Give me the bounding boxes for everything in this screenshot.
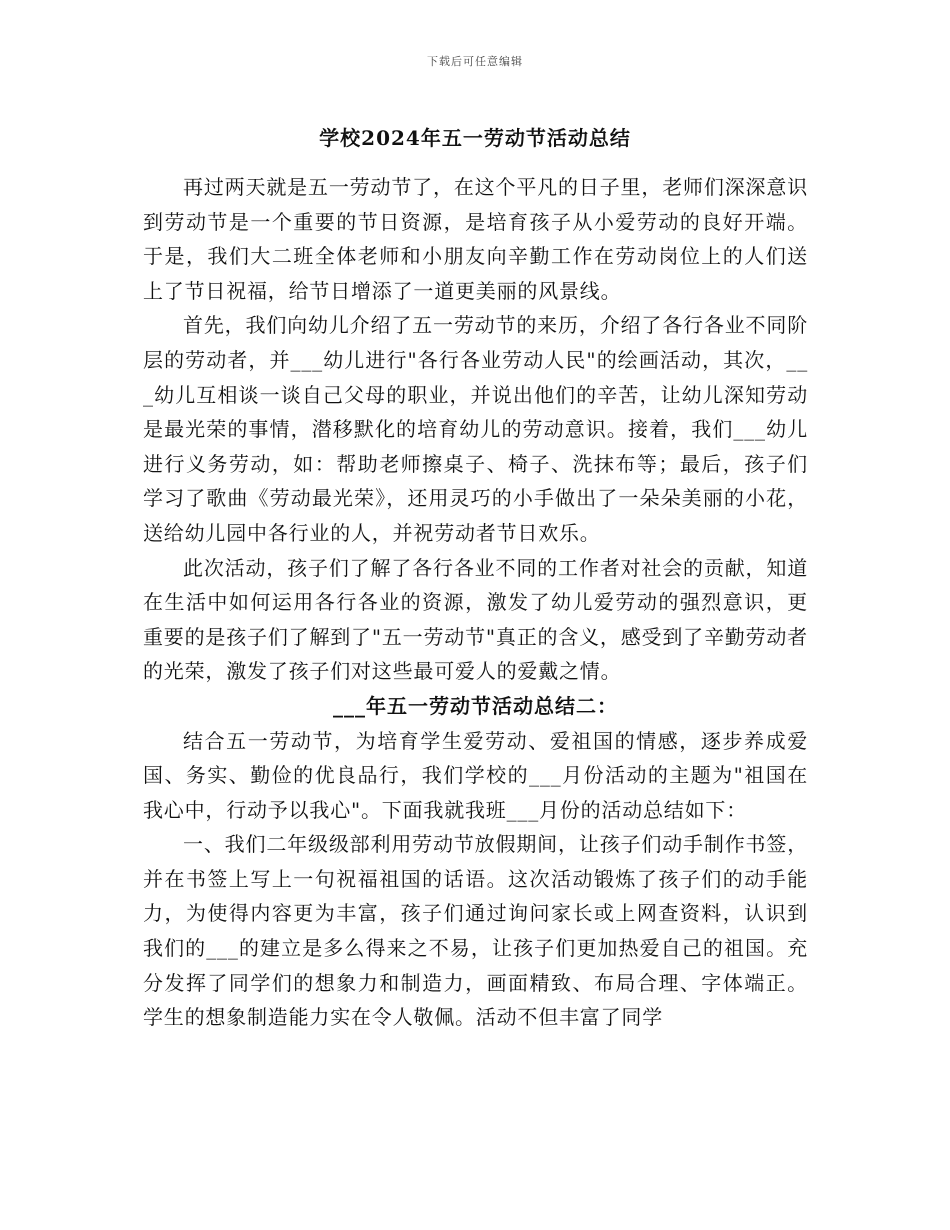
document-title: 学校2024年五一劳动节活动总结 — [319, 126, 631, 150]
paragraph-section2-intro: 结合五一劳动节，为培育学生爱劳动、爱祖国的情感，逐步养成爱国、务实、勤俭的优良品行，我们学校的___月份活动的主题为"祖国在我心中，行动予以我心"。下面我就我班___月份的活动总结如下： — [143, 728, 808, 822]
page-header-note: 下载后可任意编辑 — [427, 55, 523, 68]
paragraph-section2-item1: 一、我们二年级级部利用劳动节放假期间，让孩子们动手制作书签，并在书签上写上一句祝福祖国的话语。这次活动锻炼了孩子们的动手能力，为使得内容更为丰富，孩子们通过询问家长或上网查资料，认识到我们的___的建立是多么得来之不易，让孩子们更加热爱自己的祖国。充分发挥了同学们的想象力和制造力，画面精致、布局合理、字体端正。学生的想象制造能力实在令人敬佩。活动不但丰富了同学 — [143, 832, 808, 1030]
paragraph-outcome: 此次活动，孩子们了解了各行各业不同的工作者对社会的贡献，知道在生活中如何运用各行各业的资源，激发了幼儿爱劳动的强烈意识，更重要的是孩子们了解到了"五一劳动节"真正的含义，感受到了辛勤劳动者的光荣，激发了孩子们对这些最可爱人的爱戴之情。 — [143, 555, 808, 684]
paragraph-intro: 再过两天就是五一劳动节了，在这个平凡的日子里，老师们深深意识到劳动节是一个重要的节日资源，是培育孩子从小爱劳动的良好开端。于是，我们大二班全体老师和小朋友向辛勤工作在劳动岗位上的人们送上了节日祝福，给节日增添了一道更美丽的风景线。 — [143, 175, 808, 303]
paragraph-activities: 首先，我们向幼儿介绍了五一劳动节的来历，介绍了各行各业不同阶层的劳动者，并___幼儿进行"各行各业劳动人民"的绘画活动，其次，___幼儿互相谈一谈自己父母的职业，并说出他们的辛苦，让幼儿深知劳动是最光荣的事情，潜移默化的培育幼儿的劳动意识。接着，我们___幼儿进行义务劳动，如：帮助老师擦桌子、椅子、洗抹布等；最后，孩子们学习了歌曲《劳动最光荣》，还用灵巧的小手做出了一朵朵美丽的小花，送给幼儿园中各行业的人，并祝劳动者节日欢乐。 — [143, 313, 808, 545]
section-two-heading: ___年五一劳动节活动总结二： — [333, 693, 618, 718]
document-body — [143, 170, 808, 1035]
